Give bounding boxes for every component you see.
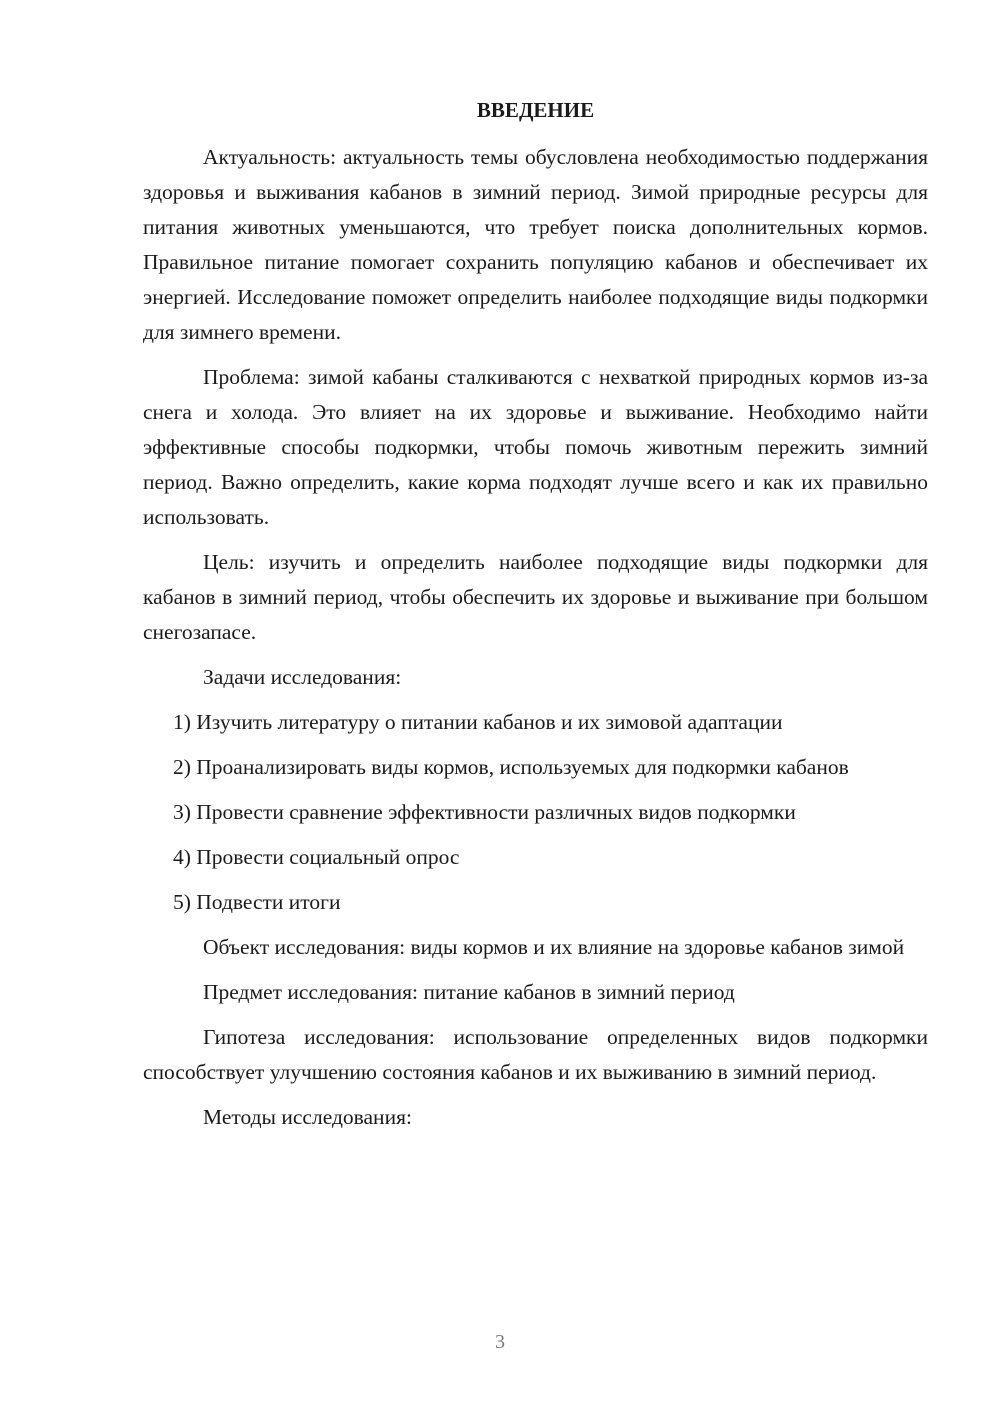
goal-paragraph: Цель: изучить и определить наиболее подходящие виды подкормки для кабанов в зимний период, чтобы обеспечить их здоровье и выживание при большом снегозапасе.	[143, 550, 928, 644]
relevance-paragraph: Актуальность: актуальность темы обусловлена необходимостью поддержания здоровья и выживания кабанов в зимний период. Зимой природные ресурсы для питания животных уменьшаются, что требует поиска дополнительных кормов. Правильное питание помогает сохранить популяцию кабанов и обеспечивает их энергией. Исследование поможет определить наиболее подходящие виды подкормки для зимнего времени.	[143, 145, 928, 344]
object-paragraph: Объект исследования: виды кормов и их влияние на здоровье кабанов зимой	[203, 935, 905, 959]
tasks-heading: Задачи исследования:	[203, 665, 402, 689]
tasks-list	[143, 705, 928, 920]
methods-heading: Методы исследования:	[203, 1105, 412, 1129]
task-item: 4) Провести социальный опрос	[173, 845, 460, 869]
hypothesis-paragraph: Гипотеза исследования: использование определенных видов подкормки способствует улучшению состояния кабанов и их выживанию в зимний период.	[143, 1025, 928, 1084]
problem-paragraph: Проблема: зимой кабаны сталкиваются с нехваткой природных кормов из-за снега и холода. Это влияет на их здоровье и выживание. Необходимо найти эффективные способы подкормки, чтобы помочь животным пережить зимний период. Важно определить, какие корма подходят лучше всего и как их правильно использовать.	[143, 365, 928, 529]
task-item: 1) Изучить литературу о питании кабанов и их зимовой адаптации	[173, 710, 783, 734]
subject-paragraph: Предмет исследования: питание кабанов в зимний период	[203, 980, 735, 1004]
document-page	[143, 96, 928, 1145]
page-number: 3	[495, 1331, 505, 1353]
task-item: 3) Провести сравнение эффективности различных видов подкормки	[173, 800, 796, 824]
task-item: 5) Подвести итоги	[173, 890, 341, 914]
section-title: ВВЕДЕНИЕ	[476, 98, 595, 122]
task-item: 2) Проанализировать виды кормов, используемых для подкормки кабанов	[173, 755, 849, 779]
